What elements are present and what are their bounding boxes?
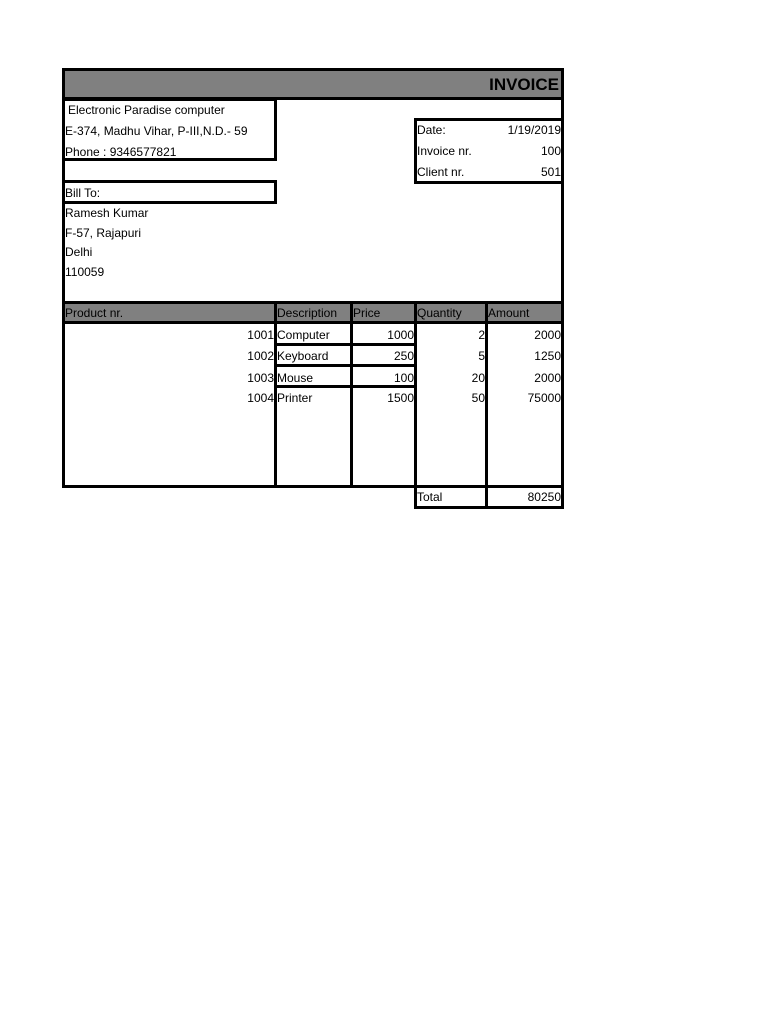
meta-invoice-value: 100 [540,144,561,158]
seller-address: E-374, Madhu Vihar, P-III,N.D.- 59 [65,124,248,138]
cell-price: 100 [393,371,414,385]
seller-phone: Phone : 9346577821 [65,145,177,159]
cell-description: Computer [277,328,330,342]
meta-date-label: Date: [417,123,446,137]
cell-description: Keyboard [277,349,329,363]
bill-to-label: Bill To: [65,186,101,200]
cell-amount: 1250 [534,349,561,363]
meta-date-value: 1/19/2019 [507,123,561,137]
invoice-sheet [62,68,564,488]
header-amount: Amount [488,306,530,320]
cell-amount: 2000 [534,371,561,385]
cell-product: 1001 [247,328,274,342]
header-product: Product nr. [65,306,124,320]
cell-description: Mouse [277,371,314,385]
meta-client-label: Client nr. [417,165,465,179]
cell-quantity: 50 [471,391,485,405]
seller-name: Electronic Paradise computer [68,103,225,117]
header-description: Description [277,306,338,320]
bill-to-line: Ramesh Kumar [65,206,149,220]
total-value: 80250 [527,490,561,504]
cell-product: 1004 [247,391,274,405]
cell-description: Printer [277,391,313,405]
total-label: Total [417,490,443,504]
cell-quantity: 5 [478,349,485,363]
cell-price: 1500 [387,391,414,405]
cell-amount: 2000 [534,328,561,342]
cell-quantity: 2 [478,328,485,342]
meta-client-value: 501 [540,165,561,179]
invoice-title: INVOICE [489,75,559,94]
cell-price: 250 [393,349,414,363]
meta-invoice-label: Invoice nr. [417,144,472,158]
bill-to-line: F-57, Rajapuri [65,226,142,240]
header-price: Price [353,306,381,320]
cell-amount: 75000 [527,391,561,405]
bill-to-line: 110059 [65,265,105,279]
cell-product: 1003 [247,371,274,385]
bill-to-line: Delhi [65,245,93,259]
cell-quantity: 20 [471,371,485,385]
cell-product: 1002 [247,349,274,363]
total-divider [485,485,488,509]
cell-price: 1000 [387,328,414,342]
header-quantity: Quantity [417,306,462,320]
col-divider [485,301,488,488]
